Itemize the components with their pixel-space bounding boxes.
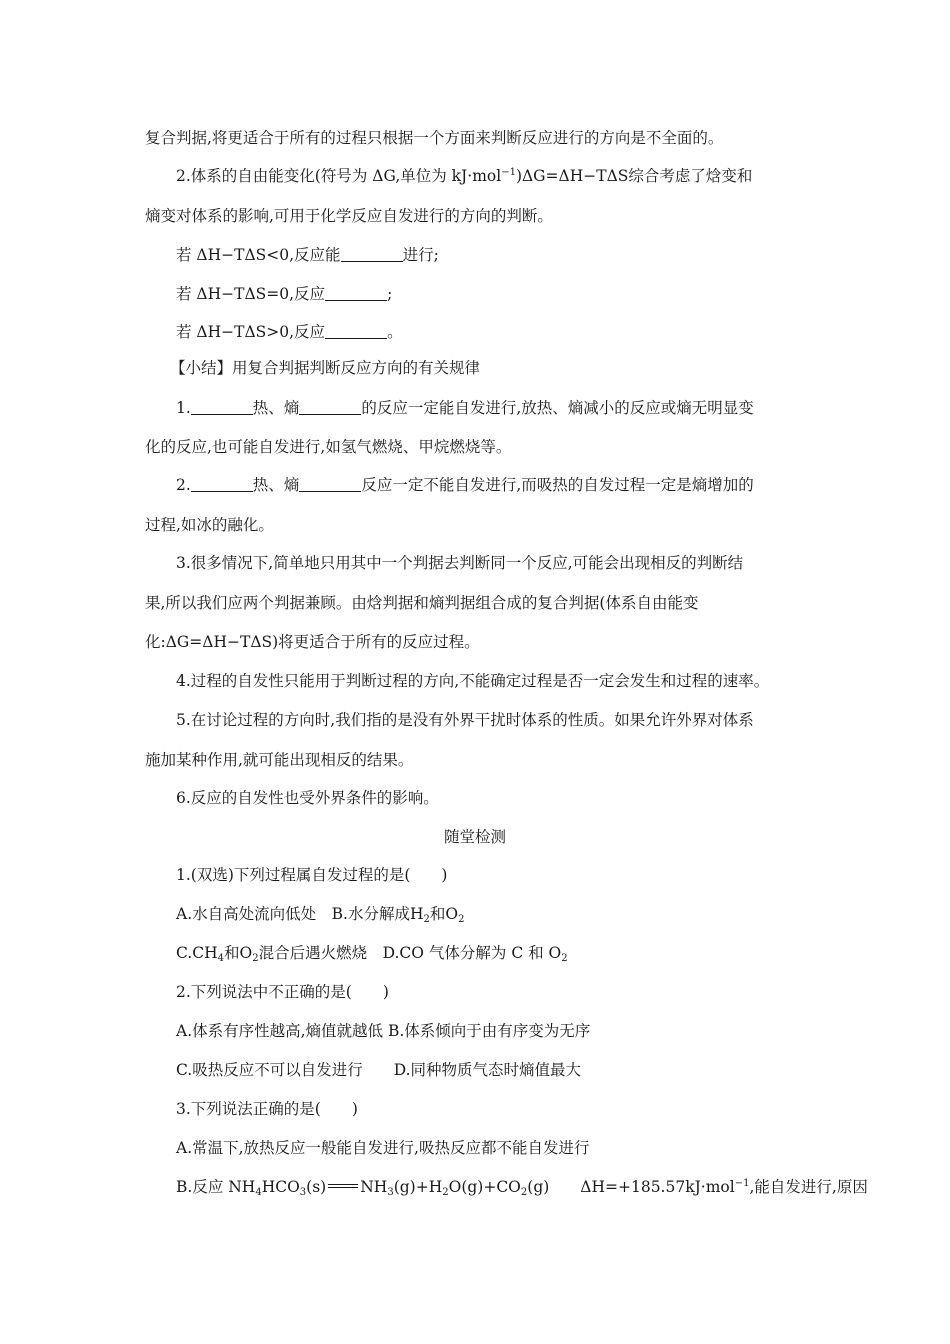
rule-1-line-1: 1. 热、熵 的反应一定能自发进行,放热、熵减小的反应或熵无明显变 (176, 399, 754, 417)
rule-4: 4.过程的自发性只能用于判断过程的方向,不能确定过程是否一定会发生和过程的速率。 (176, 672, 770, 690)
rule-1-line-2: 化的反应,也可能自发进行,如氢气燃烧、甲烷燃烧等。 (145, 438, 512, 456)
question-3-option-b: B.反应 $NH_4HCO_3(s)$ $NH_3(g)+H_2O(g)+CO_2(g)$ ΔH=+185.57kJ·mol$^{-1}$,能自发进行,原因 (176, 1178, 868, 1198)
question-3: 3.下列说法正确的是( ) (176, 1100, 358, 1118)
item-2-line-1: 2.体系的自由能变化(符号为 ΔG,单位为 kJ·mol$^{-1}$)ΔG=ΔH−TΔS综合考虑了焓变和 (176, 167, 753, 185)
fill-blank[interactable] (325, 323, 387, 339)
summary-heading: 【小结】用复合判据判断反应方向的有关规律 (170, 359, 481, 377)
quiz-title: 随堂检测 (443, 828, 506, 846)
question-2-options-ab: A.体系有序性越高,熵值就越低 B.体系倾向于由有序变为无序 (176, 1022, 591, 1040)
fill-blank[interactable] (191, 399, 253, 415)
rule-5-line-2: 施加某种作用,就可能出现相反的结果。 (145, 751, 414, 769)
fill-blank[interactable] (299, 399, 361, 415)
question-1-options-cd: $C.CH_4$和$O_2$混合后遇火燃烧 D.CO 气体分解为 C 和 $O_2$ (176, 944, 568, 964)
equals-sign (328, 1184, 358, 1188)
rule-3-line-3: 化:ΔG=ΔH−TΔS)将更适合于所有的反应过程。 (145, 633, 480, 651)
rule-3-line-2: 果,所以我们应两个判据兼顾。由焓判据和熵判据组合成的复合判据(体系自由能变 (145, 594, 699, 612)
question-1: 1.(双选)下列过程属自发过程的是( ) (176, 866, 448, 884)
question-3-option-a: A.常温下,放热反应一般能自发进行,吸热反应都不能自发进行 (176, 1139, 590, 1157)
condition-zero: 若 ΔH−TΔS=0,反应 ; (176, 285, 393, 303)
condition-positive: 若 ΔH−TΔS>0,反应 。 (176, 323, 403, 341)
rule-2-line-1: 2. 热、熵 反应一定不能自发进行,而吸热的自发过程一定是熵增加的 (176, 476, 754, 494)
item-2-line-2: 熵变对体系的影响,可用于化学反应自发进行的方向的判断。 (145, 207, 553, 225)
rule-2-line-2: 过程,如冰的融化。 (145, 516, 274, 534)
rule-6: 6.反应的自发性也受外界条件的影响。 (176, 789, 439, 807)
paragraph-line: 复合判据,将更适合于所有的过程只根据一个方面来判断反应进行的方向是不全面的。 (145, 129, 724, 147)
question-2: 2.下列说法中不正确的是( ) (176, 983, 389, 1001)
question-2-options-cd: C.吸热反应不可以自发进行 D.同种物质气态时熵值最大 (176, 1061, 582, 1079)
fill-blank[interactable] (191, 476, 253, 492)
question-1-options-ab: A.水自高处流向低处 B.水分解成$H_2$和$O_2$ (176, 905, 465, 925)
rule-3-line-1: 3.很多情况下,简单地只用其中一个判据去判断同一个反应,可能会出现相反的判断结 (176, 554, 744, 572)
fill-blank[interactable] (299, 476, 361, 492)
condition-negative: 若 ΔH−TΔS<0,反应能 进行; (176, 246, 439, 264)
fill-blank[interactable] (325, 285, 387, 301)
fill-blank[interactable] (341, 246, 403, 262)
rule-5-line-1: 5.在讨论过程的方向时,我们指的是没有外界干扰时体系的性质。如果允许外界对体系 (176, 711, 754, 729)
